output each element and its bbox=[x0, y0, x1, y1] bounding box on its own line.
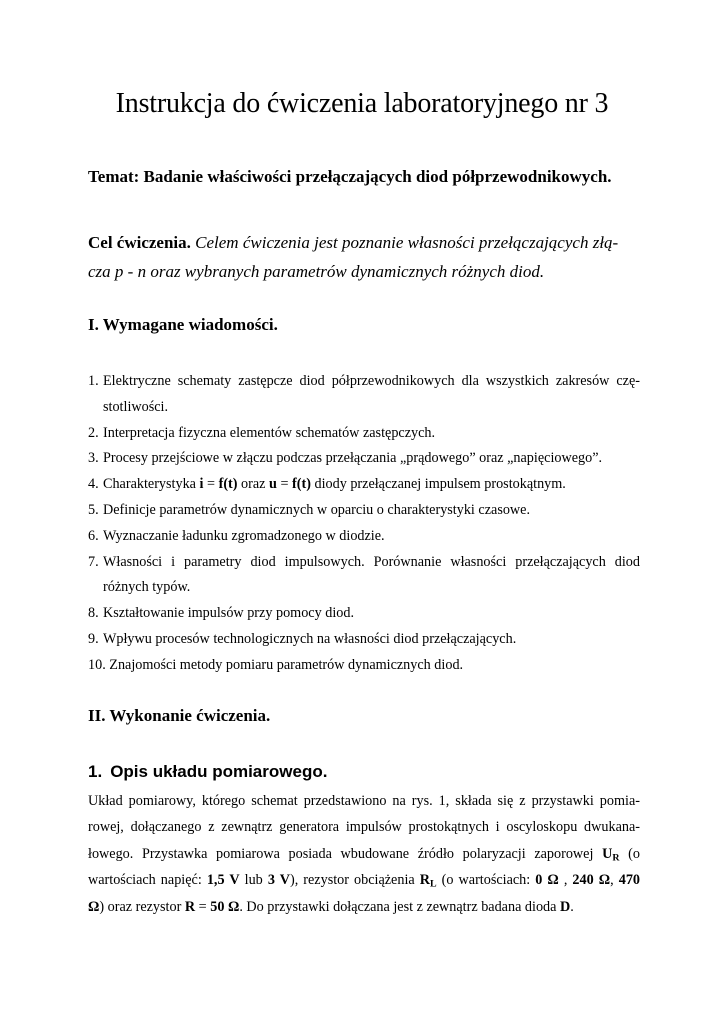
list-item-number: 5. bbox=[88, 501, 99, 518]
list-item-text: Definicje parametrów dynamicznych w oparciu o charakterystyki czasowe. bbox=[103, 501, 531, 518]
paragraph-line: rowej, dołączanego z zewnątrz generatora impulsów prostokątnych i oscyloskopu dwukana- bbox=[88, 819, 640, 836]
list-item-text: Wpływu procesów technologicznych na własności diod przełączających. bbox=[103, 630, 517, 647]
list-item-number: 8. bbox=[88, 605, 99, 622]
list-item bbox=[88, 653, 640, 679]
list-item-number: 4. bbox=[88, 476, 99, 493]
list-item bbox=[88, 472, 640, 498]
paragraph-line: wartościach napięć: 1,5 V lub 3 V), rezystor obciążenia $R_L$ (o wartościach: 0 Ω , 240 Ω, 470 bbox=[88, 872, 640, 890]
list-item-text bbox=[103, 369, 640, 421]
list-item bbox=[88, 369, 640, 421]
list-item-text: Wyznaczanie ładunku zgromadzonego w diodzie. bbox=[103, 527, 385, 544]
goal-line-1 bbox=[88, 228, 644, 257]
list-item-text: Interpretacja fizyczna elementów schematów zastępczych. bbox=[103, 424, 436, 441]
topic-heading: Temat: Badanie właściwości przełączających diod półprzewodnikowych. bbox=[88, 167, 612, 186]
list-item-line: różnych typów. bbox=[103, 579, 191, 596]
paragraph-line: Układ pomiarowy, którego schemat przedstawiono na rys. 1, składa się z przystawki pomia- bbox=[88, 793, 640, 809]
requirements-list bbox=[88, 369, 640, 679]
section-2-heading: II. Wykonanie ćwiczenia. bbox=[88, 706, 271, 725]
list-item-number: 2. bbox=[88, 424, 99, 441]
list-item bbox=[88, 498, 640, 524]
list-item-line: Własności i parametry diod impulsowych. Porównanie własności przełączających diod bbox=[103, 553, 640, 570]
subsection-title: Opis układu pomiarowego. bbox=[110, 762, 328, 781]
list-item-number: 10. bbox=[88, 656, 106, 673]
section-1-heading: I. Wymagane wiadomości. bbox=[88, 315, 278, 334]
list-item-text: Znajomości metody pomiaru parametrów dynamicznych diod. bbox=[109, 656, 464, 673]
page-title: Instrukcja do ćwiczenia laboratoryjnego nr 3 bbox=[115, 88, 609, 119]
list-item-number: 9. bbox=[88, 630, 99, 647]
list-item-number: 3. bbox=[88, 450, 99, 467]
list-item-number: 6. bbox=[88, 527, 99, 544]
list-item bbox=[88, 421, 640, 447]
list-item bbox=[88, 524, 640, 550]
list-item-number: 7. bbox=[88, 553, 99, 570]
list-item bbox=[88, 446, 640, 472]
goal-label: Cel ćwiczenia. bbox=[88, 233, 191, 252]
paragraph-line: łowego. Przystawka pomiarowa posiada wbudowane źródło polaryzacji zaporowej $U_R$ (o bbox=[88, 845, 640, 864]
goal-text-2: cza p - n oraz wybranych parametrów dynamicznych różnych diod. bbox=[88, 262, 545, 281]
list-item-line: stotliwości. bbox=[103, 398, 169, 415]
list-item-text: Kształtowanie impulsów przy pomocy diod. bbox=[103, 605, 354, 622]
list-item-number: 1. bbox=[88, 373, 99, 389]
goal-line-2 bbox=[88, 257, 644, 286]
goal-text-1: Celem ćwiczenia jest poznanie własności przełączających złą- bbox=[195, 233, 619, 252]
paragraph-line: Ω) oraz rezystor R = 50 Ω. Do przystawki dołączana jest z zewnątrz badana dioda D. bbox=[88, 898, 574, 915]
subsection-number: 1. bbox=[88, 762, 103, 781]
list-item-text: Charakterystyka i = f(t) oraz u = f(t) diody przełączanej impulsem prostokątnym. bbox=[103, 476, 566, 493]
list-item-text: Procesy przejściowe w złączu podczas przełączania „prądowego” oraz „napięciowego”. bbox=[103, 450, 603, 467]
list-item-text bbox=[103, 550, 640, 602]
goal-paragraph bbox=[88, 228, 644, 286]
list-item bbox=[88, 627, 640, 653]
list-item bbox=[88, 550, 640, 602]
subsection-1-heading bbox=[88, 760, 327, 784]
list-item-line: Elektryczne schematy zastępcze diod półprzewodnikowych dla wszystkich zakresów czę- bbox=[103, 373, 640, 389]
list-item bbox=[88, 601, 640, 627]
setup-description-paragraph bbox=[88, 788, 640, 920]
